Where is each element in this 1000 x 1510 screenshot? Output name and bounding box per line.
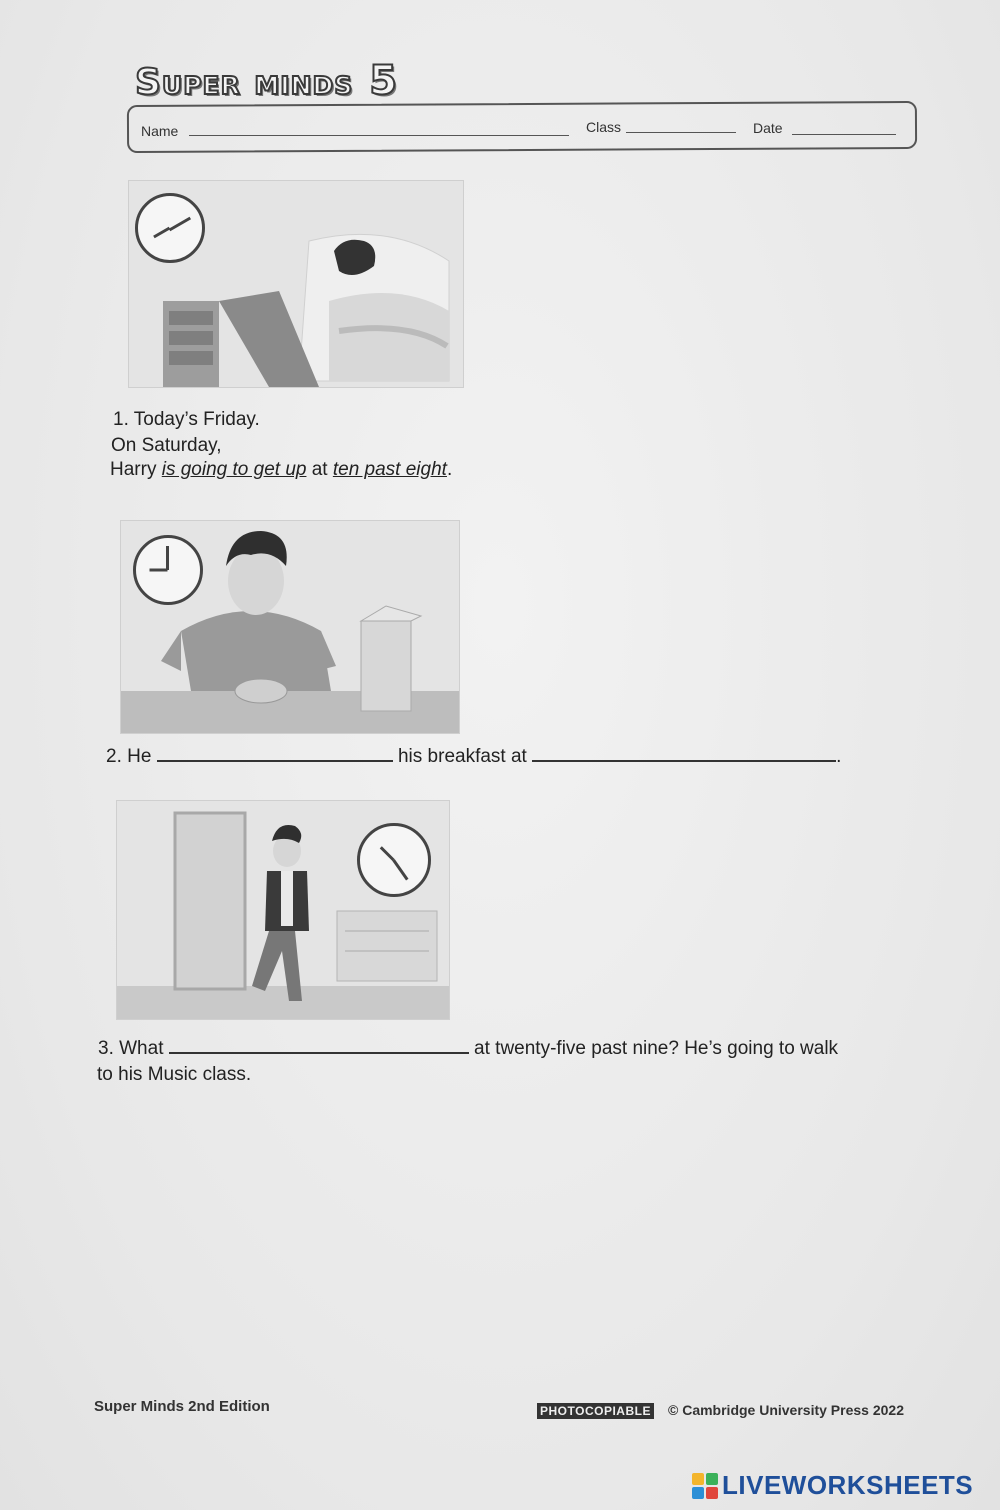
- show-through-text: [600, 58, 608, 92]
- item-2-prefix: 2. He: [106, 746, 152, 767]
- name-field[interactable]: [189, 135, 569, 136]
- class-field[interactable]: [626, 132, 736, 133]
- super-minds-logo: [135, 58, 397, 104]
- picture-walking: [116, 800, 450, 1020]
- logo-text: Super minds: [135, 62, 354, 103]
- item-3-prefix: 3. What: [98, 1038, 164, 1059]
- item-1-mid: at: [306, 459, 333, 480]
- photocopiable-badge: PHOTOCOPIABLE: [537, 1403, 654, 1419]
- liveworksheets-text: LIVEWORKSHEETS: [722, 1470, 974, 1500]
- clock-icon: [357, 823, 431, 897]
- item-3-line-2: to his Music class.: [97, 1064, 252, 1085]
- liveworksheets-icon: [692, 1473, 718, 1499]
- class-label: Class: [586, 119, 622, 135]
- liveworksheets-logo: [692, 1470, 973, 1501]
- item-3-sentence: [98, 1038, 838, 1060]
- picture-breakfast: [120, 520, 460, 734]
- student-info-box: [127, 101, 917, 153]
- boy-eating-illustration: [121, 521, 459, 733]
- item-2-sentence: [106, 746, 841, 768]
- item-2-blank-2[interactable]: [532, 746, 836, 762]
- item-2-mid: his breakfast at: [397, 746, 527, 767]
- item-1-answer-verb: is going to get up: [161, 459, 307, 480]
- item-1-line-2: On Saturday,: [111, 435, 222, 456]
- item-1-line-1: 1. Today’s Friday.: [113, 409, 260, 430]
- logo-number: 5: [369, 58, 398, 104]
- name-label: Name: [141, 123, 179, 139]
- date-field[interactable]: [792, 134, 896, 135]
- item-3-blank[interactable]: [169, 1038, 469, 1054]
- item-1-end: .: [446, 459, 453, 480]
- item-1-answer-time: ten past eight: [332, 459, 447, 480]
- item-1-prefix: Harry: [110, 459, 162, 480]
- item-2-blank-1[interactable]: [157, 746, 393, 762]
- item-2-end: .: [836, 746, 842, 767]
- item-1-line-3: [110, 459, 452, 481]
- bed-illustration: [129, 181, 463, 387]
- date-label: Date: [753, 120, 783, 136]
- picture-waking-up: [128, 180, 464, 388]
- item-3-mid: at twenty-five past nine? He’s going to walk: [474, 1038, 839, 1059]
- footer-copyright: © Cambridge University Press 2022: [668, 1402, 904, 1418]
- footer-edition: Super Minds 2nd Edition: [94, 1398, 270, 1415]
